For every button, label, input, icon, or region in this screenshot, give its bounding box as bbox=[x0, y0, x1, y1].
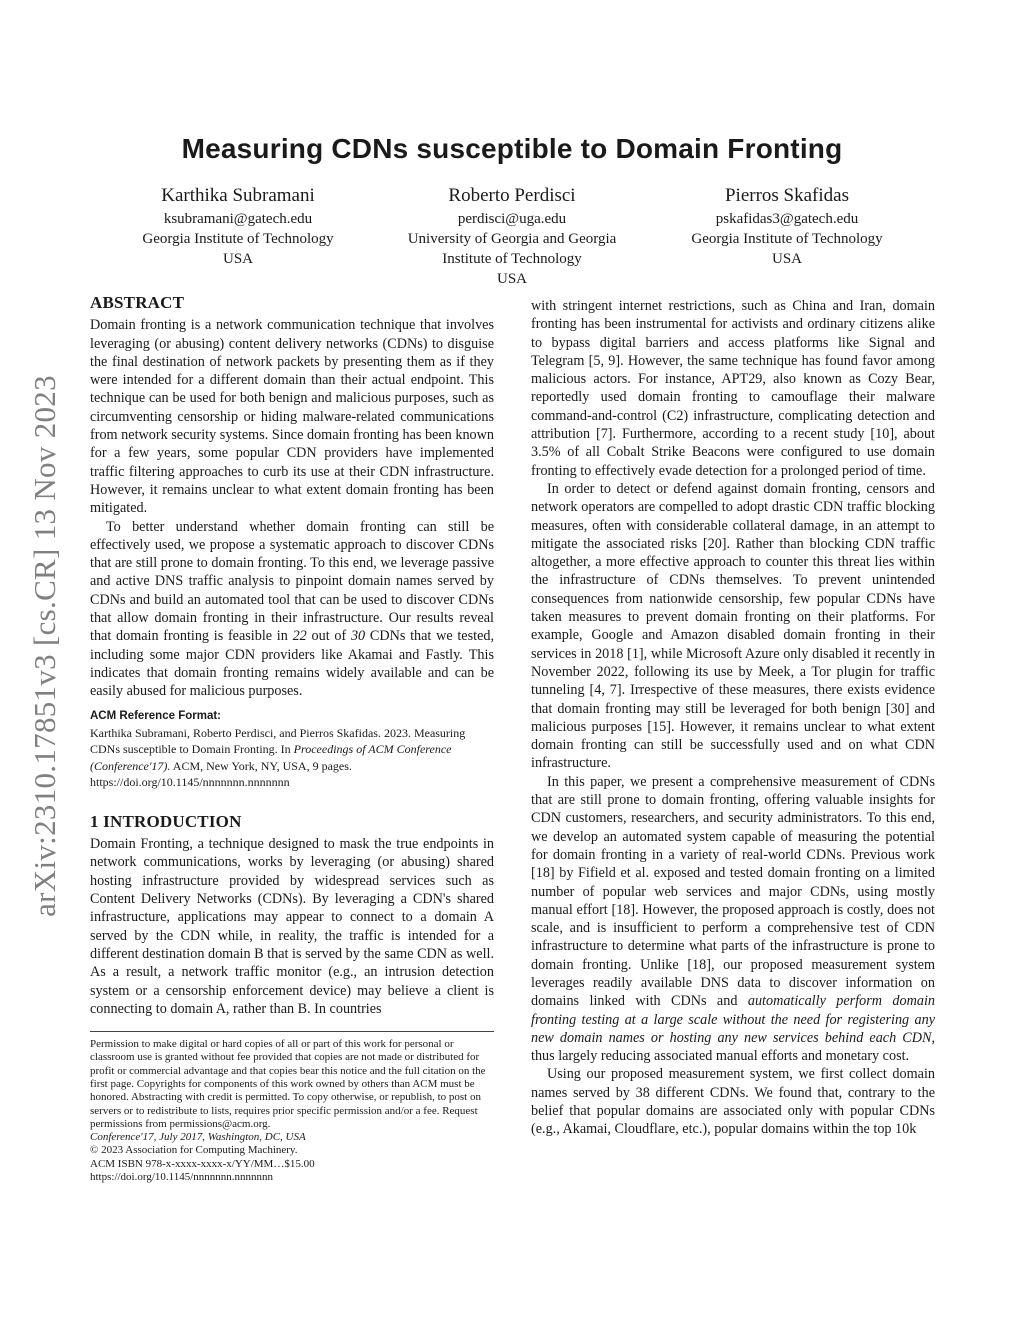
body-paragraph: In order to detect or defend against domain fronting, censors and network operators are compelled to adopt drastic CDN traffic blocking measures, often with considerable collateral damage, in an attempt to mitigate the associated risks [20]. Rather than blocking CDN traffic altogether, a more effective approach to counter this threat lies within the infrastructure of CDNs themselves. To prevent unintended consequences from nationwide censorship, few popular CDNs have taken measures to prevent domain fronting on their platforms. For example, Google and Amazon disabled domain fronting in their services in 2018 [1], while Microsoft Azure only disabled it recently in November 2022, following its use by Meek, a Tor plugin for traffic tunneling [4, 7]. Irrespective of these measures, there exists evidence that domain fronting may still be leveraged for both benign [30] and malicious purposes [15]. However, it remains unclear to what extent domain fronting can still be successfully used and on what CDN infrastructure. bbox=[531, 480, 935, 772]
author-affiliation: Institute of Technology bbox=[442, 251, 582, 267]
conference-line: Conference'17, July 2017, Washington, DC, USA bbox=[90, 1131, 306, 1144]
doi-link[interactable]: https://doi.org/10.1145/nnnnnnn.nnnnnnn bbox=[90, 1171, 274, 1184]
acm-reference-text: Karthika Subramani, Roberto Perdisci, and Pierros Skafidas. 2023. Measuring CDNs susceptible to Domain Fronting. In Proceedings of ACM Conference (Conference'17). ACM, New York, NY, USA, 9 pages. https://doi.org/10.1145/nnnnnnn.nnnnnnn bbox=[90, 725, 466, 790]
permission-notice: Permission to make digital or hard copies of all or part of this work for personal or classroom use is granted without fee provided that copies are not made or distributed for profit or commercial advantage and that copies bear this notice and the full citation on the first page. Copyrights for components of this work owned by others than ACM must be honored. Abstracting with credit is permitted. To copy otherwise, or republish, to post on servers or to redistribute to lists, requires prior specific permission and/or a fee. Request permissions from permissions@acm.org. bbox=[90, 1038, 486, 1130]
body-paragraph: Domain Fronting, a technique designed to mask the true endpoints in network communications, works by leveraging (or abusing) shared hosting infrastructure provided by widespread services such as Content Delivery Networks (CDNs). By leveraging a CDN's shared infrastructure, applications may appear to connect to a domain A served by the CDN while, in reality, the traffic is intended for a different destination domain B that is served by the same CDN as well. As a result, a network traffic monitor (e.g., an intrusion detection system or a censorship enforcement device) may believe a client is connecting to domain A, rather than B. In countries bbox=[90, 836, 494, 1017]
author-affiliation: USA bbox=[496, 271, 527, 287]
author-affiliation: Georgia Institute of Technology bbox=[142, 231, 334, 247]
author-block-1 bbox=[93, 183, 383, 269]
copyright-footnote bbox=[90, 1038, 494, 1184]
author-block-2 bbox=[367, 183, 657, 289]
abstract-paragraph: Domain fronting is a network communication technique that involves leveraging (or abusing) content delivery networks (CDNs) to disguise the final destination of network packets by presenting them as if they were intended for a different domain than their actual endpoint. This technique can be used for both benign and malicious purposes, such as circumventing censorship or hiding malware-related communications from network security systems. Since domain fronting has been known for a few years, some popular CDN providers have implemented traffic filtering approaches to curb its use at their CDN infrastructure. However, it remains unclear to what extent domain fronting has been mitigated. bbox=[90, 317, 494, 517]
author-affiliation: USA bbox=[771, 251, 802, 267]
abstract-heading: ABSTRACT bbox=[90, 293, 185, 312]
copyright-line: © 2023 Association for Computing Machinery. bbox=[90, 1144, 298, 1157]
author-name: Roberto Perdisci bbox=[448, 185, 576, 206]
author-affiliation: USA bbox=[222, 251, 253, 267]
left-column bbox=[90, 294, 494, 1184]
abstract-paragraph: To better understand whether domain fronting can still be effectively used, we propose a systematic approach to discover CDNs that are still prone to domain fronting. To this end, we leverage passive and active DNS traffic analysis to pinpoint domain names served by CDNs and build an automated tool that can be used to discover CDNs that allow domain fronting in their infrastructure. Our results reveal that domain fronting is feasible in 22 out of 30 CDNs that we tested, including some major CDN providers like Akamai and Fastly. This indicates that domain fronting remains widely available and can be easily abused for malicious purposes. bbox=[90, 518, 495, 700]
right-column bbox=[531, 297, 935, 1139]
paper-title: Measuring CDNs susceptible to Domain Fronting bbox=[181, 133, 843, 164]
author-affiliation: Georgia Institute of Technology bbox=[691, 231, 883, 247]
author-email: pskafidas3@gatech.edu bbox=[715, 211, 859, 227]
body-paragraph: In this paper, we present a comprehensive measurement of CDNs that are still prone to domain fronting, offering valuable insights for CDN customers, researchers, and security administrators. To this end, we develop an automated system capable of measuring the potential for domain fronting in a variety of real-world CDNs. Previous work [18] by Fifield et al. exposed and tested domain fronting on a limited number of popular web services and major CDNs, using mostly manual effort [18]. However, the proposed approach is costly, does not scale, and is insufficient to perform a comprehensive test of CDN infrastructure to determine what parts of the infrastructure is prone to domain fronting. Unlike [18], our proposed measurement system leverages readily available DNS data to discover information on domains linked with CDNs and automatically perform domain fronting testing at a large scale without the need for registering any new domain names or hosting any new services behind each CDN, thus largely reducing associated manual efforts and monetary cost. bbox=[531, 773, 935, 1065]
author-email: perdisci@uga.edu bbox=[457, 211, 567, 227]
author-email: ksubramani@gatech.edu bbox=[163, 211, 313, 227]
acm-reference-heading: ACM Reference Format: bbox=[90, 709, 221, 722]
author-name: Pierros Skafidas bbox=[724, 185, 849, 206]
isbn-line: ACM ISBN 978-x-xxxx-xxxx-x/YY/MM…$15.00 bbox=[90, 1157, 315, 1170]
section-heading-introduction: 1 INTRODUCTION bbox=[90, 811, 242, 831]
arxiv-stamp: arXiv:2310.17851v3 [cs.CR] 13 Nov 2023 bbox=[27, 375, 62, 917]
author-block-3 bbox=[642, 183, 932, 269]
footnote-rule bbox=[90, 1031, 494, 1032]
author-name: Karthika Subramani bbox=[161, 185, 315, 206]
author-affiliation: University of Georgia and Georgia bbox=[407, 231, 617, 247]
body-paragraph: with stringent internet restrictions, such as China and Iran, domain fronting has been instrumental for activists and ordinary citizens alike to bypass digital barriers and access platforms like Signal and Telegram [5, 9]. However, the same technique has found favor among malicious actors. For instance, APT29, also known as Cozy Bear, reportedly used domain fronting to camouflage their malware command-and-control (C2) infrastructure, complicating detection and attribution [7]. Furthermore, according to a recent study [10], about 3.5% of all Cobalt Strike Beacons were configured to use domain fronting to effectively evade detection for a prolonged period of time. bbox=[531, 298, 935, 479]
body-paragraph: Using our proposed measurement system, we first collect domain names served by 38 different CDNs. We found that, contrary to the belief that popular domains are associated only with popular CDNs (e.g., Akamai, Cloudflare, etc.), popular domains within the top 10k bbox=[531, 1066, 935, 1138]
